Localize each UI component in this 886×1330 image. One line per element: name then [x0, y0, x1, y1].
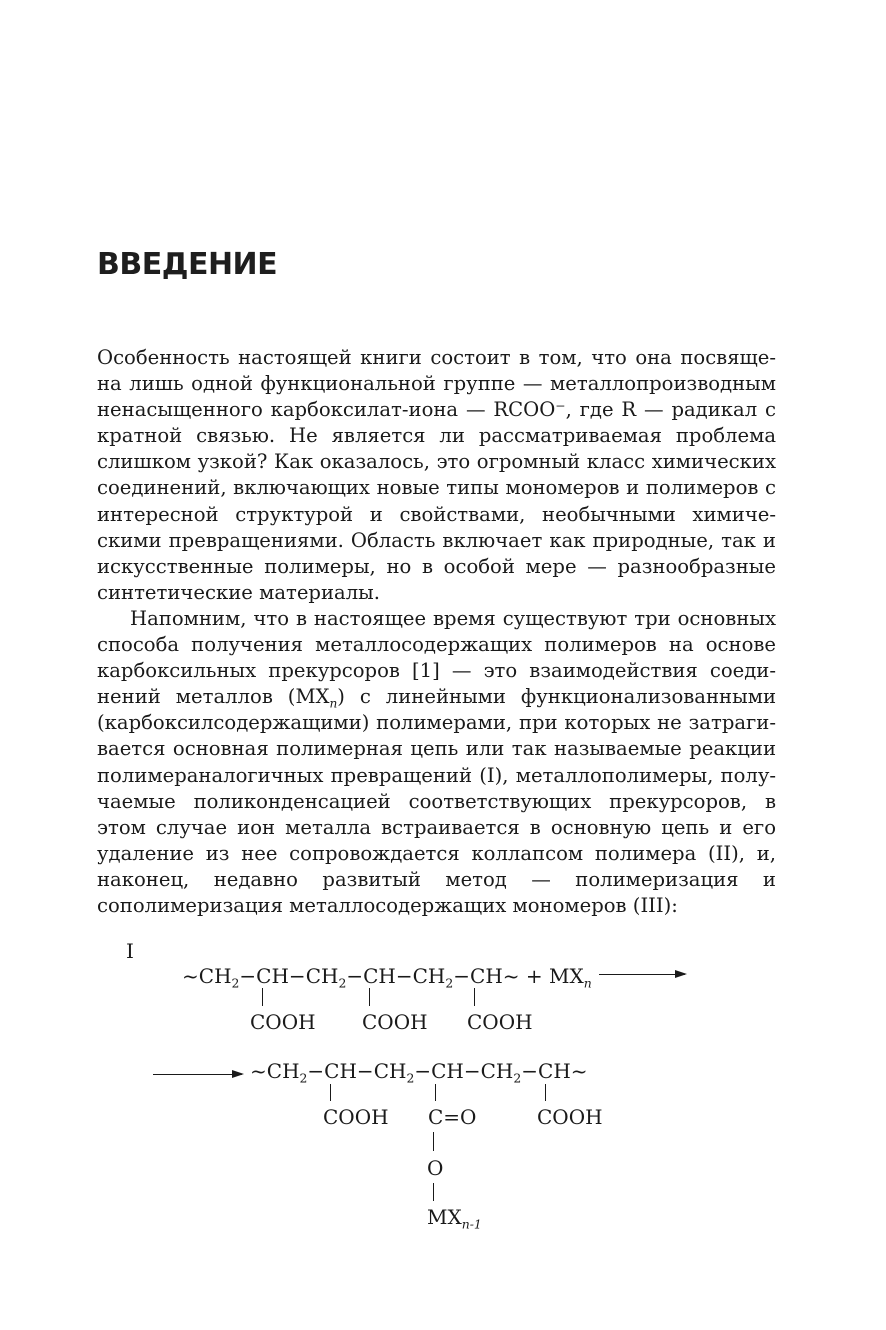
bond-3 [474, 988, 475, 1006]
oxygen: O [427, 1156, 444, 1180]
reactant-chain: $\sim CH_2-CH-CH_2-CH-CH_2-CH\sim + MX_n$ [182, 964, 592, 991]
chapter-title: ВВЕДЕНИЕ [97, 247, 278, 282]
metal-reagent: ~ + MX [502, 964, 584, 988]
product-chain: $\sim CH_2-CH-CH_2-CH-CH_2-CH\sim$ [250, 1059, 588, 1086]
metal-group: $MX_{n-1}$ [427, 1205, 482, 1232]
bond-4 [330, 1084, 331, 1101]
scheme-label: I [126, 939, 134, 963]
bond-1 [262, 988, 263, 1006]
bond-2 [369, 988, 370, 1006]
reaction-arrow-1 [599, 974, 685, 975]
carbonyl: C=O [428, 1105, 477, 1129]
bond-6 [545, 1084, 546, 1101]
paragraph-2-part-1: Напомним, что в настоящее время существуют три основных способа получения металлосодержащих полимеров на основе карбоксильных прекурсоров [1] — это взаимодействия соединений металлов (MX [97, 606, 776, 709]
paragraph-2-subscript: n [329, 696, 338, 711]
body-text [97, 345, 776, 919]
reaction-arrow-2 [153, 1074, 242, 1075]
cooh-3: COOH [467, 1010, 533, 1034]
cooh-2: COOH [362, 1010, 428, 1034]
cooh-1: COOH [250, 1010, 316, 1034]
paragraph-1: Особенность настоящей книги состоит в том, что она посвящена лишь одной функциональной группе — металлопроизводным ненасыщенного карбоксилат-иона — RCOO⁻, где R — радикал с кратной связью. Не является ли рассматриваемая проблема слишком узкой? Как оказалось, это огромный класс химических соединений, включающих новые типы мономеров и полимеров с интересной структурой и свойствами, необычными химическими превращениями. Область включает как природные, так и искусственные полимеры, но в особой мере — разнообразные синтетические материалы. [97, 346, 776, 604]
bond-8 [433, 1183, 434, 1201]
paragraph-2 [97, 606, 776, 919]
paragraph-2-part-2: ) с линейными функционализованными (карбоксилсодержащими) полимерами, при которых не затрагивается основная полимерная цепь или так называемые реакции полимераналогичных превращений (I), металлополимеры, получаемые поликонденсацией соответствующих прекурсоров, в этом случае ион металла встраивается в основную цепь и его удаление из нее сопровождается коллапсом полимера (II), и, наконец, недавно развитый метод — полимеризация и сополимеризация металлосодержащих мономеров (III): [97, 685, 777, 917]
bond-5 [435, 1084, 436, 1101]
bond-7 [433, 1132, 434, 1151]
cooh-4: COOH [323, 1105, 389, 1129]
cooh-5: COOH [537, 1105, 603, 1129]
